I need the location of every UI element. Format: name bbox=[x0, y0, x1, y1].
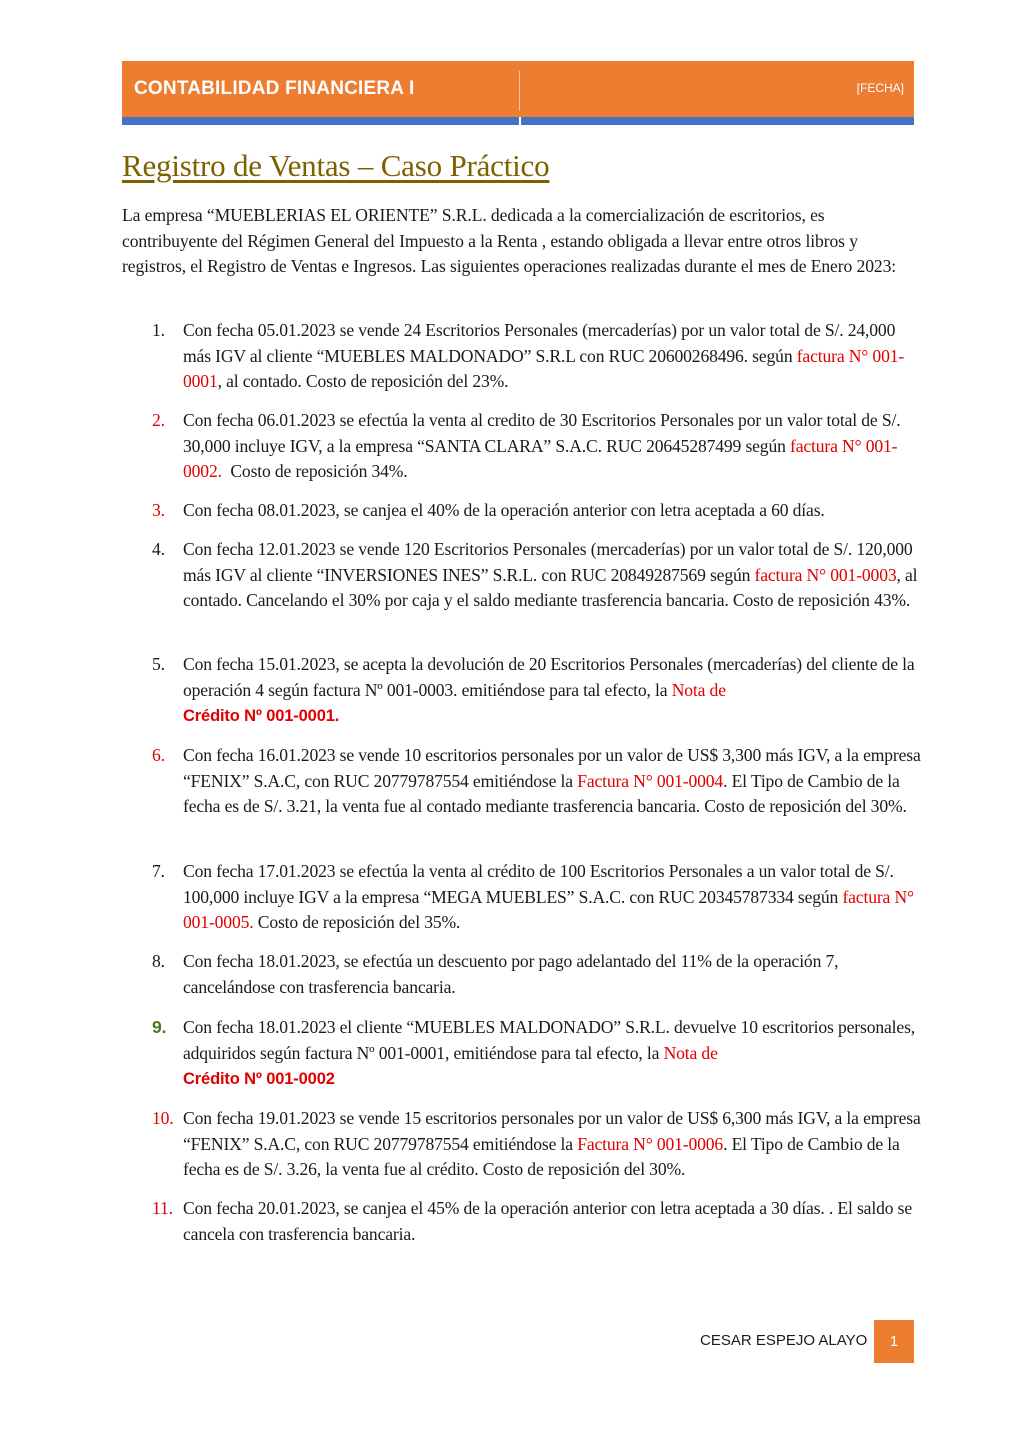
item-text-part: Con fecha 15.01.2023, se acepta la devolución de 20 Escritorios Personales (mercaderías) del cliente de la operación 4 según factura Nº 001-0003. emitiéndose para tal efecto, la bbox=[183, 654, 915, 700]
item-number: 2. bbox=[152, 410, 165, 430]
item-text bbox=[183, 743, 923, 820]
item-number: 11. bbox=[152, 1198, 173, 1218]
invoice-reference: factura N° 001-0001 bbox=[183, 345, 905, 392]
item-number: 9. bbox=[152, 1017, 167, 1037]
item-text-part: Con fecha 16.01.2023 se vende 10 escritorios personales por un valor de US$ 3,300 más IGV, a la empresa “FENIX” S.A.C, con RUC 20779787554 emitiéndose la bbox=[183, 745, 921, 791]
item-text-part: Con fecha 19.01.2023 se vende 15 escritorios personales por un valor de US$ 6,300 más IGV, a la empresa “FENIX” S.A.C, con RUC 20779787554 emitiéndose la bbox=[183, 1108, 921, 1154]
item-text-part: Con fecha 18.01.2023 el cliente “MUEBLES MALDONADO” S.R.L. devuelve 10 escritorios personales, adquiridos según factura Nº 001-0001, emitiéndose para tal efecto, la bbox=[183, 1017, 916, 1063]
item-text-part: Con fecha 08. bbox=[183, 500, 280, 520]
header-date: [FECHA] bbox=[856, 81, 904, 95]
page-number: 1 bbox=[874, 1320, 914, 1363]
item-text bbox=[183, 537, 923, 614]
credit-note-number: Crédito Nº 001-0001. bbox=[183, 707, 340, 726]
item-text bbox=[183, 859, 923, 936]
page-header bbox=[122, 61, 914, 117]
item-text bbox=[183, 498, 923, 524]
item-number: 5. bbox=[152, 654, 165, 674]
item-number: 10. bbox=[152, 1108, 174, 1128]
item-text-part: Con fecha 20. bbox=[183, 1198, 280, 1218]
invoice-reference: Factura N° 001-0004 bbox=[577, 770, 724, 791]
item-number: 3. bbox=[152, 500, 165, 520]
credit-note-reference: Nota de bbox=[663, 1042, 718, 1063]
item-text bbox=[183, 1015, 923, 1093]
intro-paragraph bbox=[122, 203, 922, 280]
item-text-part: . El Tipo de Cambio de la fecha es de S/. 3.26, la venta fue al crédito. Costo de reposición del 30%. bbox=[183, 1133, 900, 1180]
date-highlight: 01.2023, bbox=[279, 500, 340, 520]
item-text-part: Con fecha 18. bbox=[183, 951, 280, 971]
item-text-part: se canjea el 40% de la operación anterior con letra aceptada a 60 días. bbox=[339, 500, 825, 520]
item-text bbox=[183, 652, 923, 730]
item-text-part: , al contado. Cancelando el 30% por caja y el saldo mediante trasferencia bancaria. Costo de reposición 43%. bbox=[183, 564, 918, 611]
item-number: 4. bbox=[152, 539, 165, 559]
item-text-part: Con fecha 05.01.2023 se vende 24 Escritorios Personales (mercaderías) por un valor total de S/. 24,000 más IGV al cliente “MUEBLES MALDONADO” S.R.L con RUC 20600268496. según bbox=[183, 320, 896, 366]
credit-note-reference: Nota de bbox=[671, 679, 726, 700]
item-text-part: Con fecha 17.01.2023 se efectúa la venta al crédito de 100 Escritorios Personales a un valor total de S/. 100,000 incluye IGV a la empresa “MEGA MUEBLES” S.A.C. con RUC 20345787334 según bbox=[183, 861, 894, 907]
invoice-reference: Factura N° 001-0006 bbox=[577, 1133, 724, 1154]
item-text-part: se efectúa un descuento por pago adelantado del 11% de la operación 7, cancelándose con trasferencia bancaria. bbox=[183, 951, 839, 997]
header-divider bbox=[519, 71, 520, 111]
header-underline bbox=[122, 117, 914, 125]
item-text bbox=[183, 949, 923, 1000]
credit-note-number: Crédito Nº 001-0002 bbox=[183, 1070, 335, 1089]
item-text-part: se canjea el 45% de la operación anterior con letra aceptada a 30 días. . El saldo se cancela con trasferencia bancaria. bbox=[183, 1198, 912, 1244]
item-number: 6. bbox=[152, 745, 165, 765]
item-text-part: Costo de reposición del 35%. bbox=[253, 912, 461, 933]
item-text-part: Costo de reposición 34%. bbox=[230, 461, 408, 482]
invoice-reference: factura N° 001-0005. bbox=[183, 886, 914, 933]
date-highlight: 01.2023, bbox=[279, 1198, 340, 1218]
document-title: Registro de Ventas – Caso Práctico bbox=[122, 148, 550, 183]
item-number: 1. bbox=[152, 320, 165, 340]
invoice-reference: factura N° 001-0002. bbox=[183, 435, 898, 482]
item-text-part: . El Tipo de Cambio de la fecha es de S/. 3.21, la venta fue al contado mediante trasferencia bancaria. Costo de reposición del 30%. bbox=[183, 770, 907, 817]
item-text-part: Con fecha 06.01.2023 se efectúa la venta al credito de 30 Escritorios Personales por un valor total de S/. 30,000 incluye IGV, a la empresa “SANTA CLARA” S.A.C. RUC 20645287499 según bbox=[183, 410, 901, 456]
header-underline-gap bbox=[519, 117, 521, 125]
item-text bbox=[183, 318, 923, 395]
item-text-part: , al contado. Costo de reposición del 23%. bbox=[217, 371, 509, 392]
item-text bbox=[183, 1106, 923, 1183]
invoice-reference: factura N° 001-0003 bbox=[754, 564, 897, 585]
item-text bbox=[183, 1196, 923, 1247]
item-text bbox=[183, 408, 923, 485]
item-number: 8. bbox=[152, 951, 165, 971]
footer-author: CESAR ESPEJO ALAYO bbox=[700, 1332, 868, 1349]
item-text-part: Con fecha 12.01.2023 se vende 120 Escritorios Personales (mercaderías) por un valor total de S/. 120,000 más IGV al cliente “INVERSIONES INES” S.R.L. con RUC 20849287569 según bbox=[183, 539, 913, 585]
date-highlight: 01.2023, bbox=[279, 951, 340, 971]
header-title: CONTABILIDAD FINANCIERA I bbox=[134, 78, 415, 99]
intro-text: La empresa “MUEBLERIAS EL ORIENTE” S.R.L. dedicada a la comercialización de escritorios, es contribuyente del Régimen General del Impuesto a la Renta , estando obligada a llevar entre otros libros y registros, el Registro de Ventas e Ingresos. Las siguientes operaciones realizadas durante el mes de Enero 2023: bbox=[122, 205, 897, 277]
item-number: 7. bbox=[152, 861, 165, 881]
